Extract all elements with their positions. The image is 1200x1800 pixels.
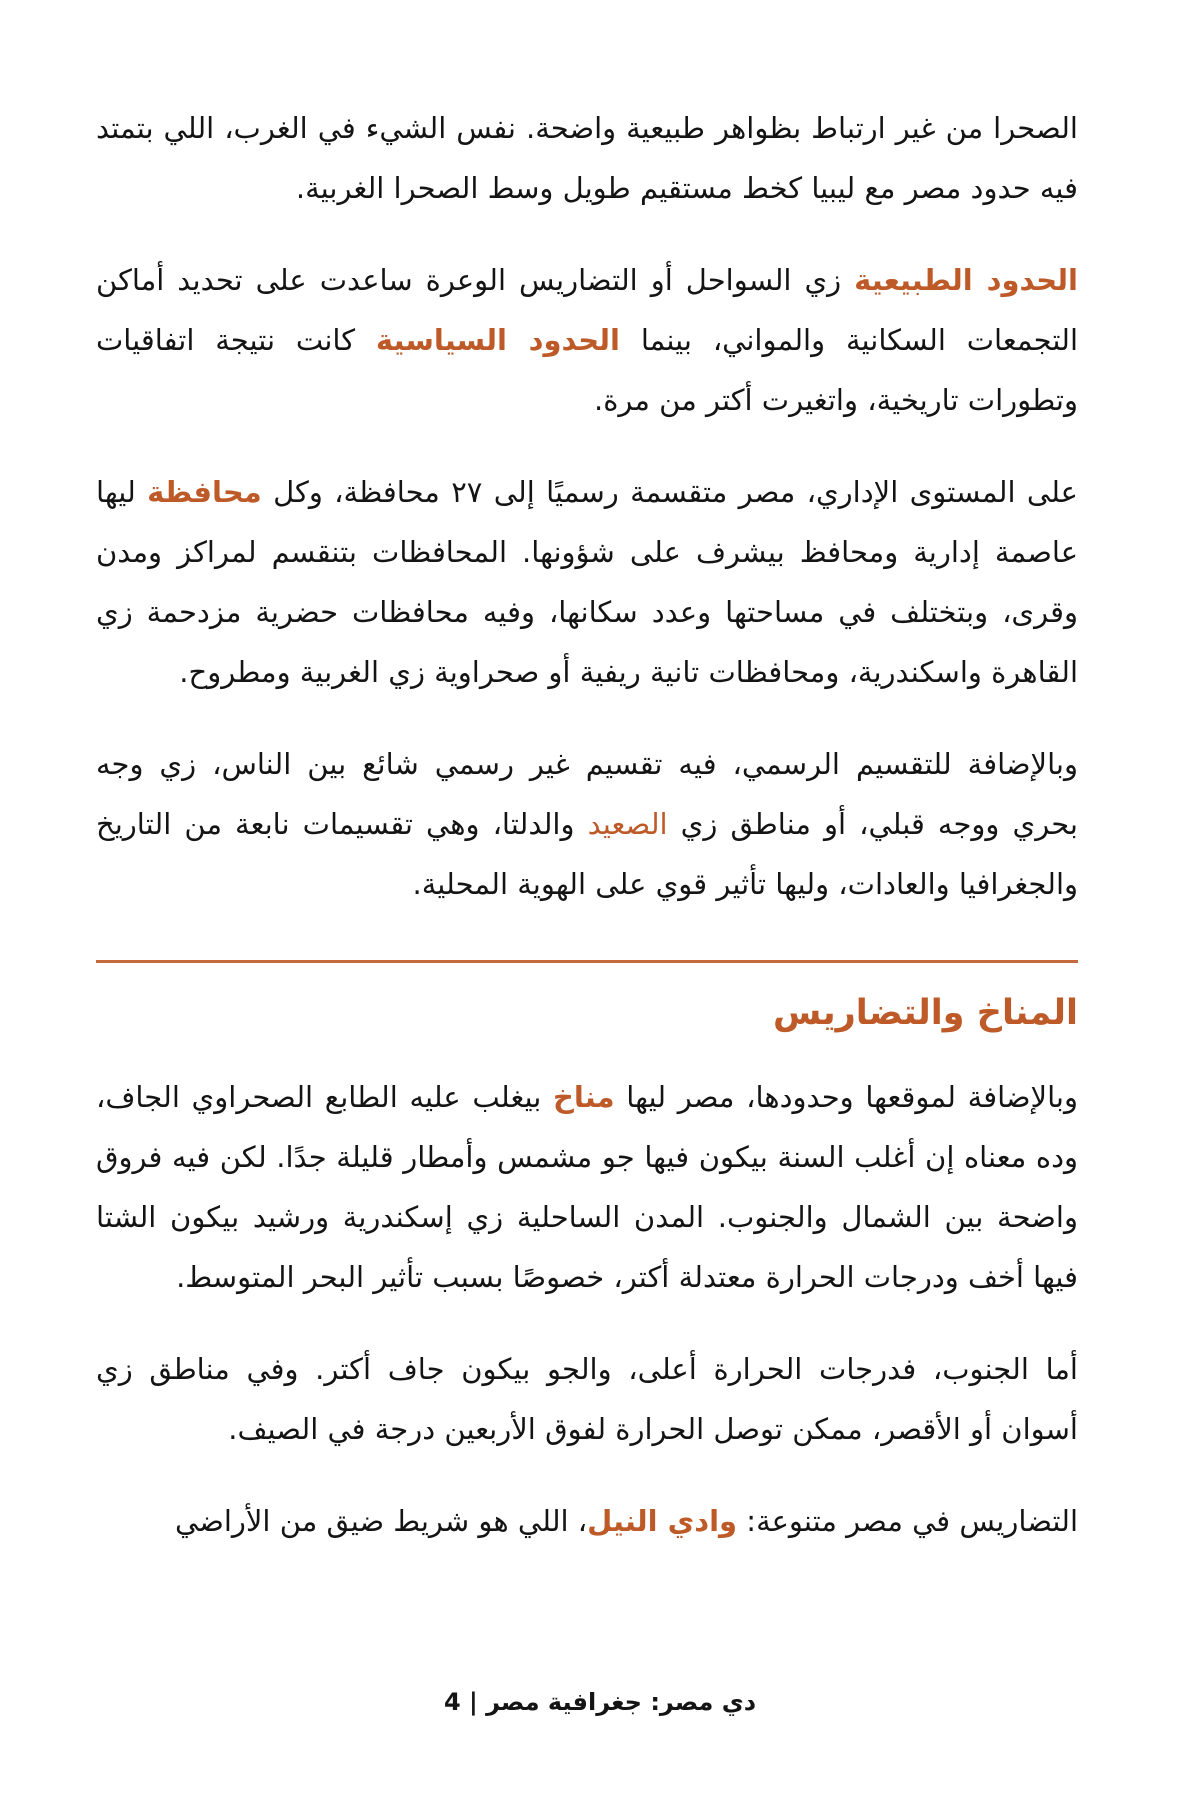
page-footer [0,1688,1200,1716]
paragraph-climate [96,1067,1078,1307]
highlighted-term-nile-valley: وادي النيل [587,1504,738,1538]
highlighted-term-natural-borders: الحدود الطبيعية [854,263,1078,297]
body-text: والدلتا، وهي تقسيمات نابعة من التاريخ والجغرافيا والعادات، وليها تأثير قوي على الهوية المحلية. [96,807,1078,901]
paragraph-borders-west [96,98,1078,218]
paragraph-south-temperatures [96,1339,1078,1459]
body-text: الصحرا من غير ارتباط بظواهر طبيعية واضحة. نفس الشيء في الغرب، اللي بتمتد فيه حدود مصر مع ليبيا كخط مستقيم طويل وسط الصحرا الغربية. [96,111,1078,205]
footer-text: دي مصر: جغرافية مصر | 4 [443,1688,757,1716]
section-divider [96,960,1078,963]
highlighted-term-upper-egypt: الصعيد [587,807,668,841]
body-text: التضاريس في مصر متنوعة: [737,1504,1078,1538]
body-text: وبالإضافة للتقسيم الرسمي، فيه تقسيم غير رسمي شائع بين الناس، زي وجه بحري ووجه قبلي، أو مناطق زي [96,747,1078,841]
highlighted-term-political-borders: الحدود السياسية [375,323,620,357]
paragraph-governorates [96,462,1078,702]
highlighted-term-governorate: محافظة [147,475,262,509]
body-text: أما الجنوب، فدرجات الحرارة أعلى، والجو بيكون جاف أكتر. وفي مناطق زي أسوان أو الأقصر، ممكن توصل الحرارة لفوق الأربعين درجة في الصيف. [96,1352,1078,1446]
highlighted-term-climate: مناخ [552,1080,615,1114]
body-text: ، اللي هو شريط ضيق من الأراضي [175,1504,588,1538]
section-heading: المناخ والتضاريس [772,993,1078,1033]
body-text: ليها عاصمة إدارية ومحافظ بيشرف على شؤونها. المحافظات بتنقسم لمراكز ومدن وقرى، وبتختلف في مساحتها وعدد سكانها، وفيه محافظات حضرية مزدحمة زي القاهرة واسكندرية، ومحافظات تانية ريفية أو صحراوية زي الغربية ومطروح. [96,475,1078,689]
body-text: على المستوى الإداري، مصر متقسمة رسميًا إلى ٢٧ محافظة، وكل [261,475,1078,509]
body-text: زي السواحل أو التضاريس الوعرة ساعدت على تحديد أماكن التجمعات السكانية والمواني، بينما [96,263,1079,357]
paragraph-natural-political-borders [96,250,1078,430]
paragraph-terrain-nile-valley [96,1491,1078,1551]
body-text: بيغلب عليه الطابع الصحراوي الجاف، وده معناه إن أغلب السنة بيكون فيها جو مشمس وأمطار قليلة جدًا. لكن فيه فروق واضحة بين الشمال والجنوب. المدن الساحلية زي إسكندرية ورشيد بيكون الشتا فيها أخف ودرجات الحرارة معتدلة أكتر، خصوصًا بسبب تأثير البحر المتوسط. [96,1080,1078,1294]
paragraph-informal-divisions [96,734,1078,914]
body-text: كانت نتيجة اتفاقيات وتطورات تاريخية، واتغيرت أكتر من مرة. [96,323,1078,417]
body-text: وبالإضافة لموقعها وحدودها، مصر ليها [614,1080,1078,1114]
